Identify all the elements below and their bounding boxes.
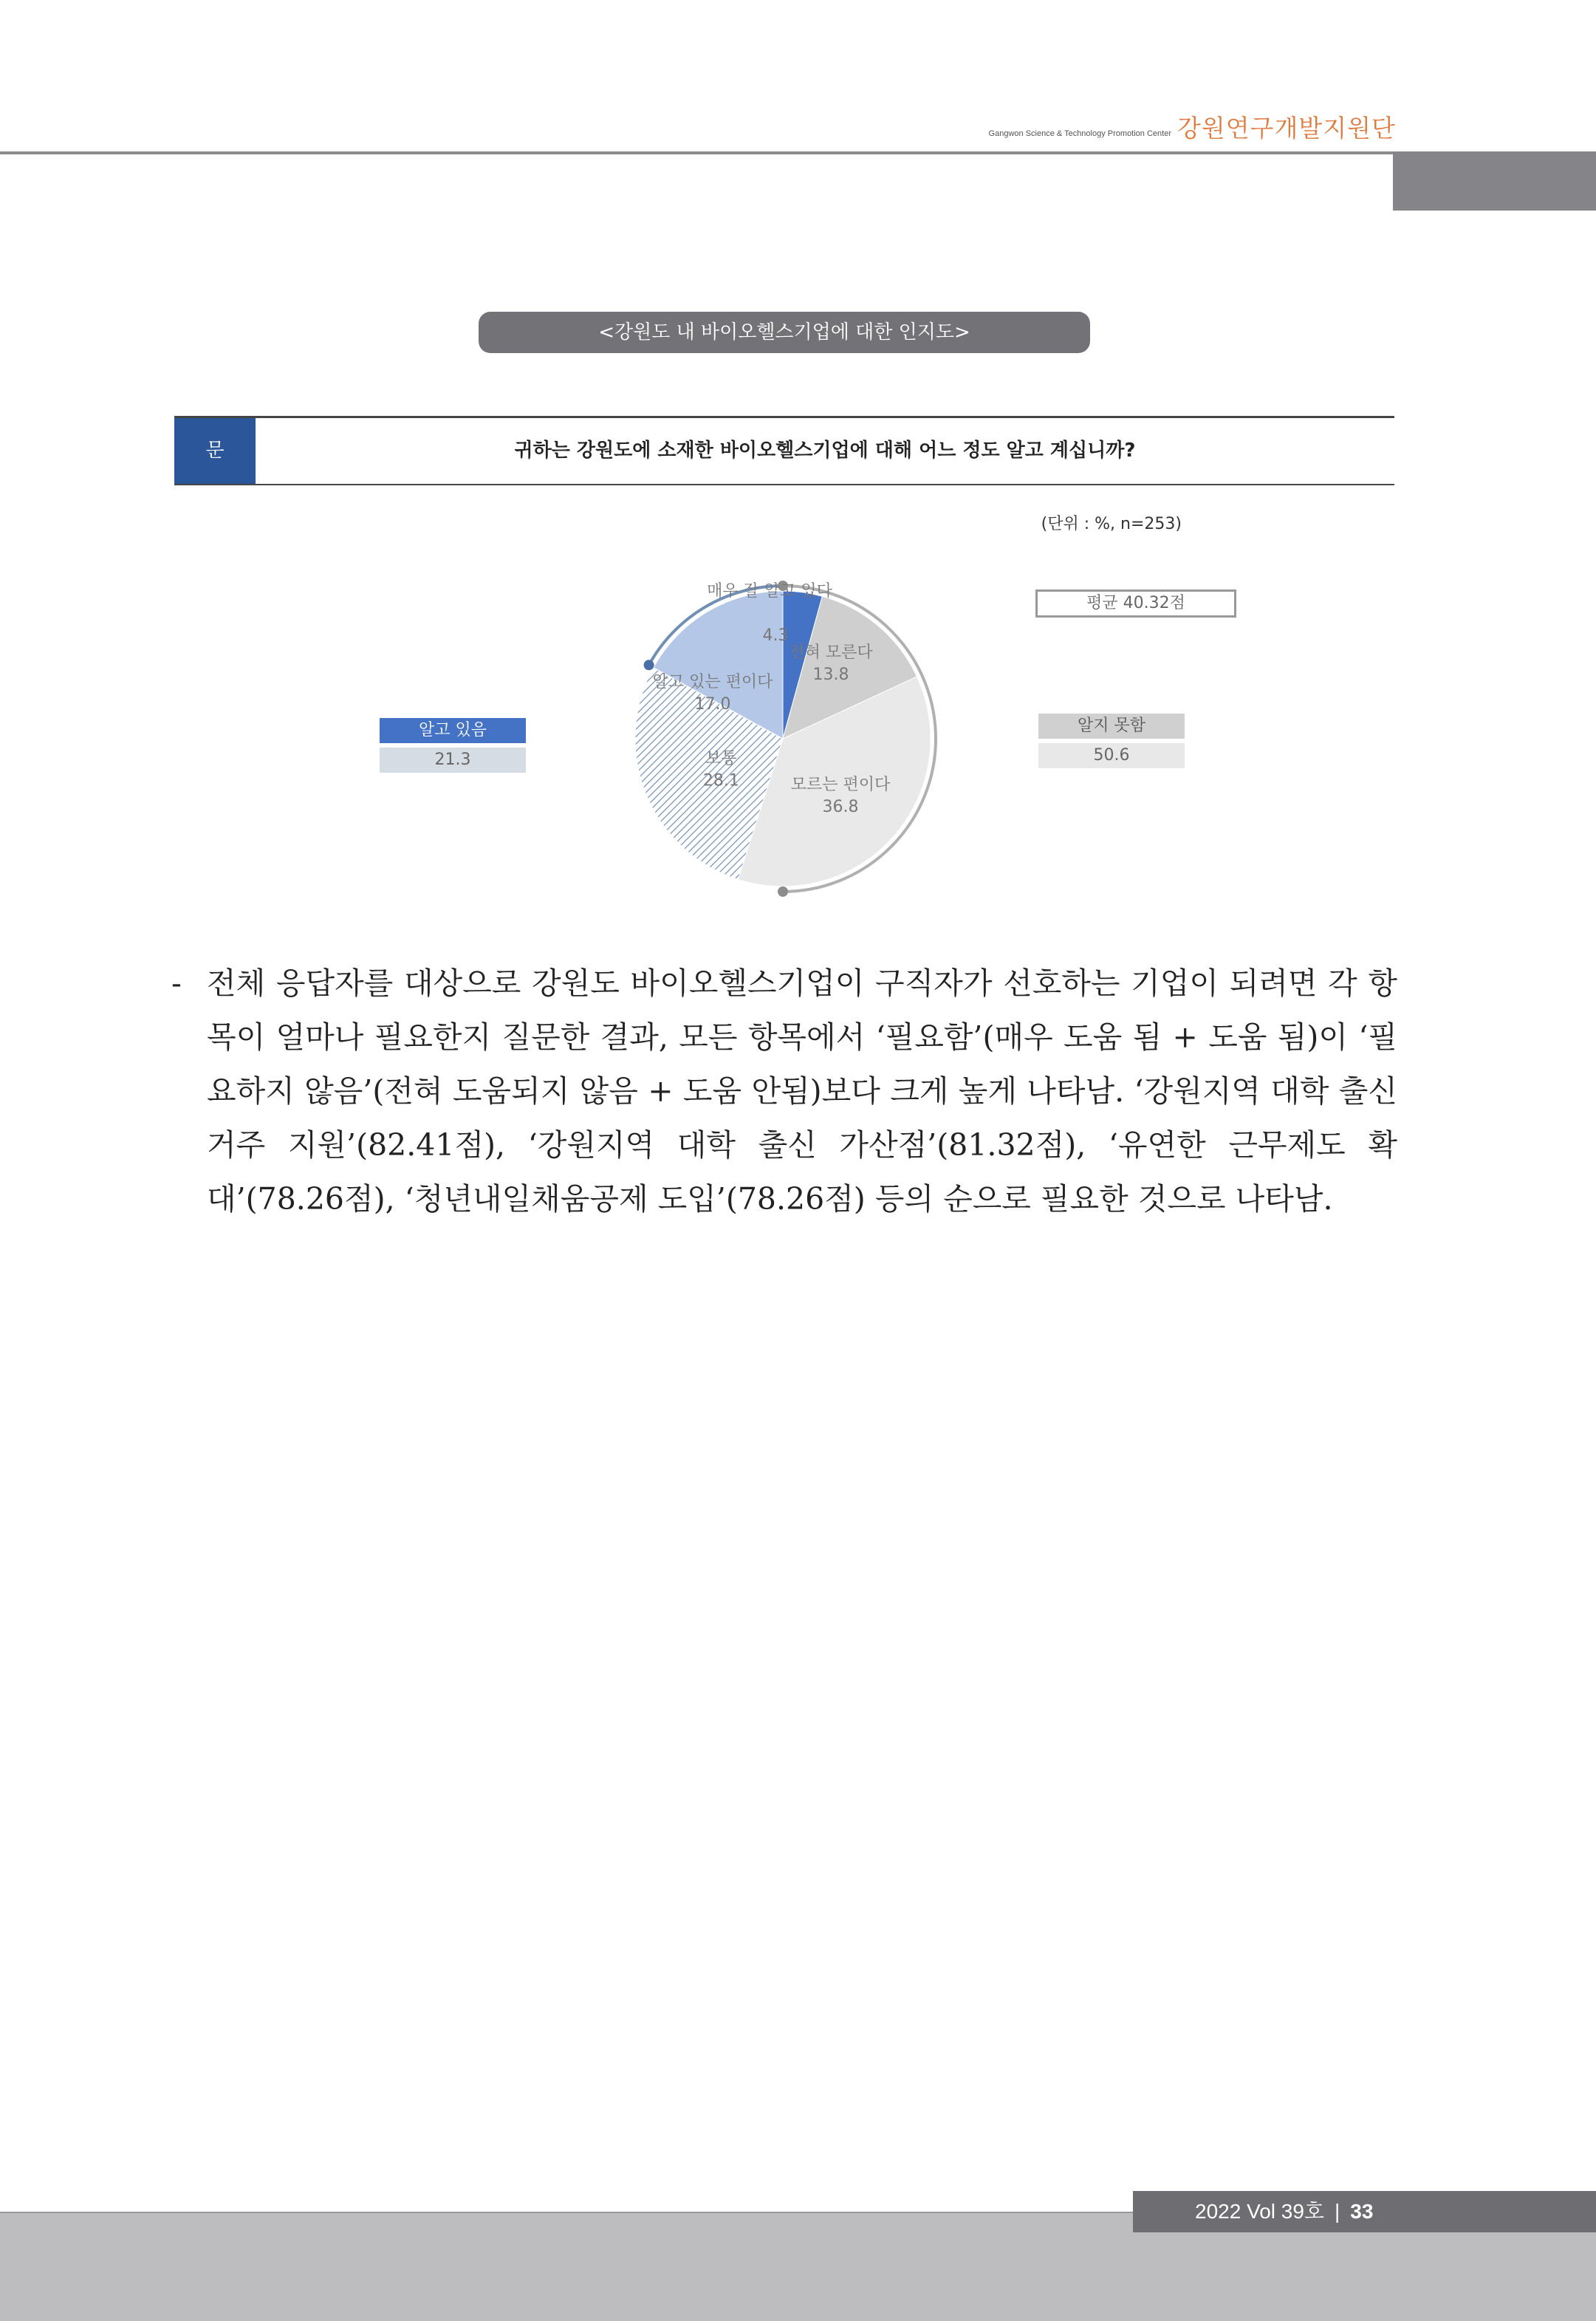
average-score-box: 평균 40.32점	[1035, 589, 1236, 618]
pie-slice-label: 알고 있는 편이다	[652, 673, 773, 691]
pie-slice-label: 모르는 편이다	[790, 775, 891, 794]
header-rule	[0, 151, 1393, 154]
header-corner-block	[1393, 151, 1596, 211]
footer-issue: 2022 Vol 39호	[1195, 2200, 1324, 2223]
footer-separator: |	[1334, 2200, 1340, 2223]
pie-slice-label: 매우 잘 알고 있다	[707, 582, 832, 601]
footer-page-number: 33	[1350, 2200, 1374, 2223]
dont-know-total-value: 50.6	[1038, 743, 1185, 768]
awareness-pie-chart	[613, 569, 953, 909]
footer-issue-tab	[1133, 2191, 1596, 2232]
arc-endpoint-dot	[644, 660, 654, 670]
body-paragraph	[171, 957, 1397, 1226]
header-org-english: Gangwon Science & Technology Promotion Center	[988, 129, 1171, 138]
arc-endpoint-dot	[778, 886, 788, 897]
pie-slice-value: 17.0	[694, 695, 731, 714]
chart-title: <강원도 내 바이오헬스기업에 대한 인지도>	[479, 312, 1090, 353]
header-org-korean: 강원연구개발지원단	[1177, 114, 1396, 143]
pie-slice-label: 보통	[705, 749, 737, 768]
pie-slice-value: 36.8	[822, 797, 859, 816]
know-total-value: 21.3	[380, 748, 526, 773]
paragraph-text: 전체 응답자를 대상으로 강원도 바이오헬스기업이 구직자가 선호하는 기업이 되려면 각 항목이 얼마나 필요한지 질문한 결과, 모든 항목에서 ‘필요함’(매우 도움 됨 + 도움 됨)이 ‘필요하지 않음’(전혀 도움되지 않음 + 도움 안됨)보다 크게 높게 나타남. ‘강원지역 대학 출신 거주 지원’(82.41점), ‘강원지역 대학 출신 가산점’(81.32점), ‘유연한 근무제도 확대’(78.26점), ‘청년내일채움공제 도입’(78.26점) 등의 순으로 필요한 것으로 나타남.	[207, 965, 1397, 1217]
question-bottom-rule	[174, 484, 1394, 485]
paragraph-dash: -	[171, 965, 182, 1001]
question-text: 귀하는 강원도에 소재한 바이오헬스기업에 대해 어느 정도 알고 계십니까?	[514, 440, 1136, 462]
pie-slice-value: 13.8	[812, 666, 849, 684]
pie-slice-label: 전혀 모른다	[789, 643, 873, 662]
pie-slice-value: 28.1	[702, 771, 739, 790]
unit-note: (단위 : %, n=253)	[1041, 515, 1182, 533]
dont-know-total-label: 알지 못함	[1038, 714, 1185, 739]
question-tag: 문	[174, 418, 256, 484]
pie-slice-value: 4.3	[762, 626, 789, 645]
know-total-label: 알고 있음	[380, 718, 526, 743]
